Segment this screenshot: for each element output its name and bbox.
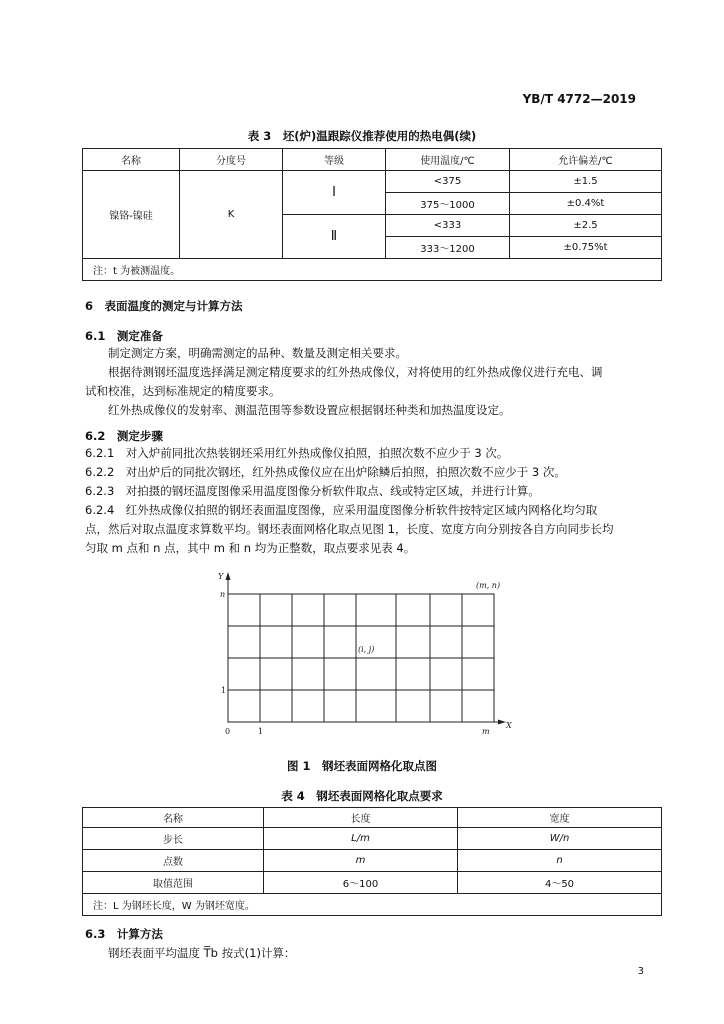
t4-cell: m (264, 850, 458, 872)
t4-cell: W/n (458, 828, 662, 850)
grid-lines (228, 594, 494, 722)
t3-note: 注：t 为被测温度。 (83, 259, 662, 281)
t4-cell: 4～50 (458, 872, 662, 894)
t3-header-code: 分度号 (180, 149, 283, 171)
x-axis-arrow (498, 720, 506, 725)
y-axis-label: Y (218, 572, 224, 581)
t4-cell: 步长 (83, 828, 264, 850)
clause-6-2-1: 6.2.1 对入炉前同批次热装钢坯采用红外热成像仪拍照，拍照次数不应少于 3 次。 (85, 446, 509, 460)
standard-number: YB/T 4772—2019 (522, 92, 636, 106)
table3-caption: 表 3 坯(炉)温跟踪仪推荐使用的热电偶(续) (247, 129, 477, 143)
t3-tol: ±1.5 (510, 171, 662, 193)
t3-code: K (180, 171, 283, 259)
section-6-3-text: 钢坯表面平均温度 T̅b 按式(1)计算： (108, 946, 296, 960)
y-one-label: 1 (221, 686, 227, 695)
t3-grade-1: Ⅰ (283, 171, 386, 215)
t3-header-temp: 使用温度/℃ (386, 149, 510, 171)
t3-header-name: 名称 (83, 149, 180, 171)
table4 (82, 807, 662, 916)
t3-header-grade: 等级 (283, 149, 386, 171)
t3-grade-2: Ⅱ (283, 215, 386, 259)
paragraph: 红外热成像仪的发射率、测温范围等参数设置应根据钢坯种类和加热温度设定。 (108, 403, 511, 417)
center-point-label: (i, j) (358, 645, 375, 654)
t3-name: 镍铬-镍硅 (83, 171, 180, 259)
t3-tol: ±0.75%t (510, 237, 662, 259)
t3-tol: ±0.4%t (510, 193, 662, 215)
n-label: n (220, 590, 226, 599)
t3-temp: <375 (386, 171, 510, 193)
t4-cell: L/m (264, 828, 458, 850)
figure1-caption: 图 1 钢坯表面网格化取点图 (286, 759, 437, 773)
y-axis-arrow (226, 572, 231, 580)
t3-temp: 333～1200 (386, 237, 510, 259)
t3-temp: <333 (386, 215, 510, 237)
section-6-1-title: 6.1 测定准备 (85, 329, 163, 343)
section-6-3-title: 6.3 计算方法 (85, 927, 163, 941)
m-label: m (482, 727, 490, 736)
table4-caption: 表 4 钢坯表面网格化取点要求 (281, 789, 443, 803)
section-6-2-body (85, 444, 670, 558)
origin-label: 0 (225, 727, 231, 736)
t3-tol: ±2.5 (510, 215, 662, 237)
t4-header-width: 宽度 (458, 808, 662, 828)
table3 (82, 148, 662, 281)
t3-temp: 375～1000 (386, 193, 510, 215)
paragraph: 根据待测钢坯温度选择满足测定精度要求的红外热成像仪，对将使用的红外热成像仪进行充电、调 (108, 365, 603, 379)
t3-header-tol: 允许偏差/℃ (510, 149, 662, 171)
figure1-grid (200, 570, 530, 745)
t4-note: 注：L 为钢坯长度，W 为钢坯宽度。 (83, 894, 662, 916)
clause-6-2-2: 6.2.2 对出炉后的同批次钢坯，红外热成像仪应在出炉除鳞后拍照，拍照次数不应少于 3 次。 (85, 465, 566, 479)
paragraph: 制定测定方案，明确需测定的品种、数量及测定相关要求。 (108, 346, 407, 360)
corner-point-label: (m, n) (476, 581, 501, 590)
t4-header-name: 名称 (83, 808, 264, 828)
clause-6-2-4-cont: 匀取 m 点和 n 点，其中 m 和 n 均为正整数，取点要求见表 4。 (85, 541, 416, 555)
t4-cell: n (458, 850, 662, 872)
x-one-label: 1 (258, 727, 264, 736)
paragraph: 试和校准，达到标准规定的精度要求。 (85, 384, 281, 398)
t4-cell: 6～100 (264, 872, 458, 894)
page-number: 3 (637, 966, 644, 977)
t4-cell: 点数 (83, 850, 264, 872)
clause-6-2-4: 6.2.4 红外热成像仪拍照的钢坯表面温度图像，应采用温度图像分析软件按特定区域内网格化均匀取 (85, 503, 598, 517)
clause-6-2-4-cont: 点，然后对取点温度求算数平均。钢坯表面网格化取点见图 1，长度、宽度方向分别按各自方向同步长均 (85, 522, 614, 536)
t4-header-length: 长度 (264, 808, 458, 828)
t4-cell: 取值范围 (83, 872, 264, 894)
section-6-1-body (85, 344, 665, 420)
x-axis-label: X (506, 721, 512, 730)
section-6-2-title: 6.2 测定步骤 (85, 429, 163, 443)
section-6-title: 6 表面温度的测定与计算方法 (85, 299, 243, 313)
clause-6-2-3: 6.2.3 对拍摄的钢坯温度图像采用温度图像分析软件取点、线或特定区域，并进行计算。 (85, 484, 540, 498)
